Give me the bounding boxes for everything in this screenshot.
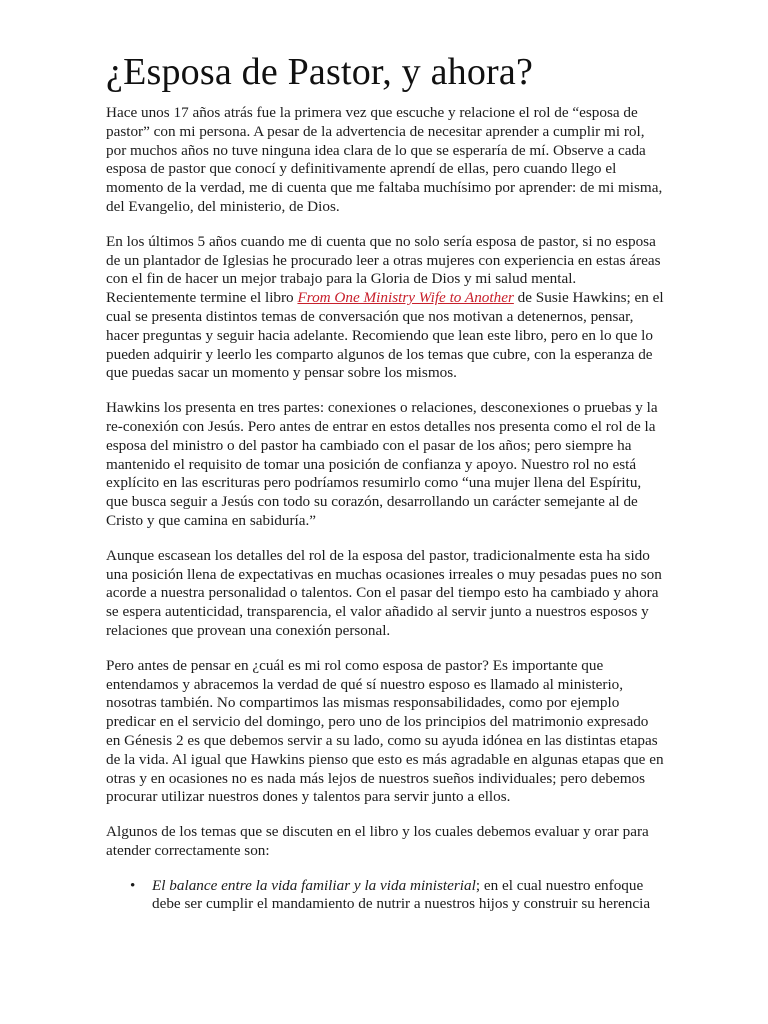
topics-list — [106, 877, 666, 915]
paragraph-expectations: Aunque escasean los detalles del rol de la esposa del pastor, tradicionalmente esta ha sido una posición llena de expectativas en muchas ocasiones irreales o muy pesadas pues no son acorde a nuestra personalidad o talentos. Con el pasar del tiempo esto ha cambiado y ahora se espera autenticidad, transparencia, el valor añadido al servir junto a nuestros esposos y relaciones que provean una conexión personal. — [106, 546, 662, 639]
bullet-icon: • — [130, 876, 136, 894]
paragraph-topics-intro: Algunos de los temas que se discuten en el libro y los cuales debemos evaluar y orar para atender correctamente son: — [106, 823, 649, 859]
list-item-text: ; en el cual nuestro enfoque debe ser cumplir el mandamiento de nutrir a nuestros hijos y construir su herencia — [152, 876, 651, 913]
book-title-link[interactable]: From One Ministry Wife to Another — [297, 289, 514, 307]
paragraph-text: de Susie Hawkins; en el cual se presenta distintos temas de conversación que nos motivan a detenernos, pensar, hacer preguntas y seguir hacia adelante. Recomiendo que lean este libro, pero en lo que lo pueden adquirir y leerlo les comparto algunos de los temas que cubre, con la esperanza de que puedas sacar un momento y pensar sobre los mismos. — [106, 289, 664, 382]
paragraph-three-parts: Hawkins los presenta en tres partes: conexiones o relaciones, desconexiones o pruebas y la re-conexión con Jesús. Pero antes de entrar en estos detalles nos presenta como el rol de la esposa del ministro o del pastor ha cambiado con el pasar de los años; pero siempre ha mantenido el requisito de tomar una posición de confianza y apoyo. Nuestro rol no está explícito en las escrituras pero podríamos resumirlo como “una mujer llena del Espíritu, que busca seguir a Jesús con todo su corazón, desarrollando un carácter semejante al de Cristo y que camina en sabiduría.” — [106, 399, 658, 529]
list-item-topic: El balance entre la vida familiar y la vida ministerial — [152, 876, 476, 894]
paragraph-calling: Pero antes de pensar en ¿cuál es mi rol como esposa de pastor? Es importante que entendamos y abracemos la verdad de qué sí nuestro esposo es llamado al ministerio, nosotras también. No compartimos las mismas responsabilidades, como por ejemplo predicar en el servicio del domingo, pero uno de los principios del matrimonio expresado en Génesis 2 es que debemos servir a su lado, como su ayuda idónea en las distintas etapas de la vida. Al igual que Hawkins pienso que esto es más agradable en algunas etapas que en otras y en ocasiones no es nada más lejos de nuestros sueños individuales; pero debemos procurar utilizar nuestros dones y talentos para servir junto a ellos. — [106, 656, 664, 806]
paragraph-text: En los últimos 5 años cuando me di cuenta que no solo sería esposa de pastor, si no esposa de un plantador de Iglesias he procurado leer a otras mujeres con experiencia en estas áreas con el fin de hacer un mejor trabajo para la Gloria de Dios y mi salud mental. Recientemente termine el libro — [106, 232, 661, 307]
paragraph-intro: Hace unos 17 años atrás fue la primera vez que escuche y relacione el rol de “esposa de pastor” con mi persona. A pesar de la advertencia de necesitar aprender a cumplir mi rol, por muchos años no tuve ninguna idea clara de lo que se esperaría de mí. Observe a cada esposa de pastor que conocí y definitivamente aprendí de ellas, pero cuando llego el momento de la verdad, me di cuenta que me faltaba muchísimo por aprender: de mi misma, del Evangelio, del ministerio, de Dios. — [106, 104, 663, 215]
document-page — [106, 48, 666, 914]
page-title: ¿Esposa de Pastor, y ahora? — [106, 51, 534, 93]
list-item — [130, 876, 666, 915]
paragraph-book-recommendation — [106, 233, 666, 383]
